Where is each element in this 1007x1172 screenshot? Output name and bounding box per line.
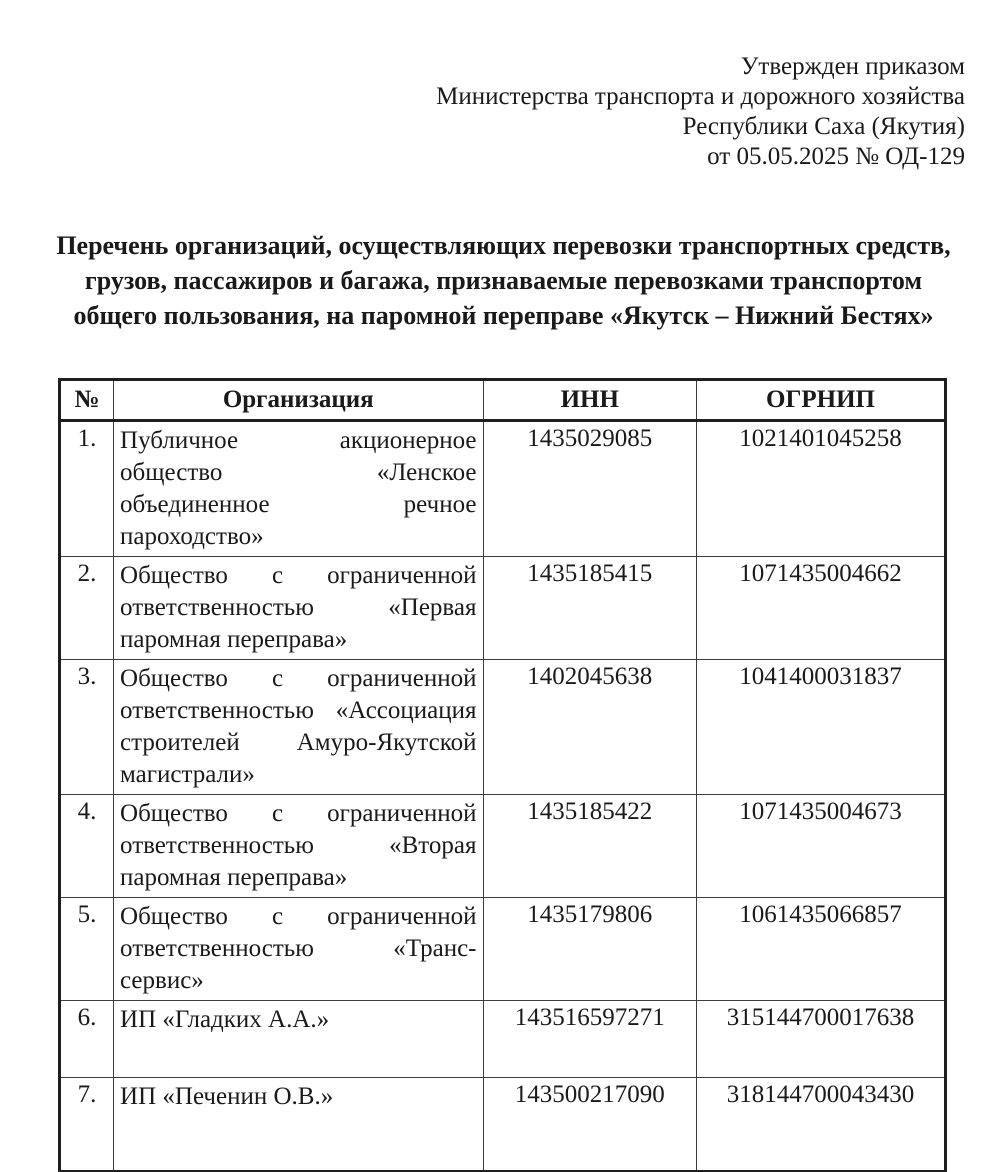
table-row (60, 421, 946, 557)
approval-line: Республики Саха (Якутия) (682, 113, 965, 140)
inn-value: 1435029085 (483, 421, 697, 557)
column-header-number: № (60, 380, 114, 421)
column-header-ogrnip: ОГРНИП (697, 380, 946, 421)
table-row (60, 898, 946, 1001)
approval-block (325, 52, 965, 172)
ogrnip-value: 1041400031837 (697, 660, 946, 795)
row-number: 6. (60, 1001, 114, 1078)
table-row (60, 557, 946, 660)
row-number: 3. (60, 660, 114, 795)
ogrnip-value: 1061435066857 (697, 898, 946, 1001)
organization-name: ИП «Гладких А.А.» (114, 1001, 483, 1078)
ogrnip-value: 318144700043430 (697, 1078, 946, 1172)
inn-value: 143516597271 (483, 1001, 697, 1078)
organization-name: Общество с ограниченной ответственностью «Ассоциация строителей Амуро-Якутской магистрали» (114, 660, 483, 795)
document-title: Перечень организаций, осуществляющих перевозки транспортных средств, грузов, пассажиров и багажа, признаваемые перевозками транспортом общего пользования, на паромной переправе «Якутск – Нижний Бестях» (56, 231, 951, 330)
organization-name: ИП «Печенин О.В.» (114, 1078, 483, 1172)
row-number: 5. (60, 898, 114, 1001)
row-number: 2. (60, 557, 114, 660)
table-row (60, 795, 946, 898)
table-row (60, 1078, 946, 1172)
ogrnip-value: 1071435004673 (697, 795, 946, 898)
approval-line: Утвержден приказом (740, 53, 965, 80)
inn-value: 1435179806 (483, 898, 697, 1001)
inn-value: 1402045638 (483, 660, 697, 795)
inn-value: 143500217090 (483, 1078, 697, 1172)
row-number: 7. (60, 1078, 114, 1172)
table-header (60, 380, 946, 421)
inn-value: 1435185415 (483, 557, 697, 660)
row-number: 1. (60, 421, 114, 557)
organizations-table (58, 378, 947, 1172)
column-header-inn: ИНН (483, 380, 697, 421)
row-number: 4. (60, 795, 114, 898)
ogrnip-value: 315144700017638 (697, 1001, 946, 1078)
table-row (60, 1001, 946, 1078)
inn-value: 1435185422 (483, 795, 697, 898)
approval-line: Министерства транспорта и дорожного хозяйства (436, 83, 965, 110)
column-header-organization: Организация (114, 380, 483, 421)
organization-name: Общество с ограниченной ответственностью «Первая паромная переправа» (114, 557, 483, 660)
approval-line: от 05.05.2025 № ОД-129 (707, 143, 965, 170)
organizations-table-body (60, 421, 946, 1172)
organization-name: Общество с ограниченной ответственностью «Транс-сервис» (114, 898, 483, 1001)
table-row (60, 660, 946, 795)
organization-name: Общество с ограниченной ответственностью «Вторая паромная переправа» (114, 795, 483, 898)
organization-name: Публичное акционерное общество «Ленское объединенное речное пароходство» (114, 421, 483, 557)
ogrnip-value: 1071435004662 (697, 557, 946, 660)
ogrnip-value: 1021401045258 (697, 421, 946, 557)
